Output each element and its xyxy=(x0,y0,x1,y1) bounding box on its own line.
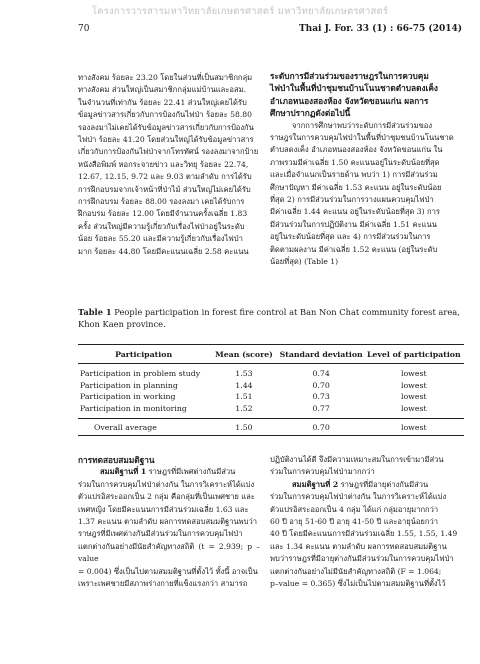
col-header-participation: Participation xyxy=(78,345,209,364)
title-line: ไฟป่าในพื้นที่ป่าชุมชนบ้านโนนชาดตำบลดงเค็ง xyxy=(270,83,438,94)
text-line: 40 ปี โดยมีคะแนนการมีส่วนร่วมเฉลี่ย 1.55, 1.55, 1.49 xyxy=(270,529,458,539)
text-line: 60 ปี อายุ 51-60 ปี อายุ 41-50 ปี และอายุน้อยกว่า xyxy=(270,517,438,527)
participation-table xyxy=(78,344,464,436)
table-row xyxy=(78,403,464,415)
table-cell: 1.52 xyxy=(235,404,253,414)
text-line: ทางสังคม ส่วนใหญ่เป็นสมาชิกกลุ่มแม่บ้านและอสม. xyxy=(78,85,247,95)
text-line: ภาพรวมมีค่าเฉลี่ย 1.50 คะแนนอยู่ในระดับน้อยที่สุด xyxy=(270,157,440,167)
table-caption-text: People participation in forest fire control at Ban Non Chat community forest area, Khon Kaen province. xyxy=(78,307,460,330)
table-cell: Participation in planning xyxy=(80,380,178,390)
watermark: โครงการวารสารมหาวิทยาลัยเกษตรศาสตร์ มหาวิทยาลัยเกษตรศาสตร์ xyxy=(91,6,389,17)
text-line: จากการศึกษาพบว่าระดับการมีส่วนร่วมของ xyxy=(292,120,433,130)
table-cell: Participation in problem study xyxy=(80,368,201,378)
hypothesis-2-text xyxy=(270,479,462,591)
table-row xyxy=(78,391,464,403)
table-label: Table 1 xyxy=(78,307,112,317)
section-body xyxy=(270,120,462,269)
left-column-text xyxy=(78,72,260,258)
text-line: ศึกษาปัญหา มีค่าเฉลี่ย 1.53 คะแนน อยู่ในระดับน้อย xyxy=(270,182,442,192)
text-line: มีส่วนร่วมในการปฏิบัติงาน มีค่าเฉลี่ย 1.51 คะแนน xyxy=(270,219,437,229)
text-line: แตกต่างกันอย่างไม่มีนัยสำคัญทางสถิติ (F = 1.064; xyxy=(270,566,442,576)
text-line: มาก ร้อยละ 44.80 โดยมีคะแนนเฉลี่ย 2.58 คะแนน xyxy=(78,246,249,256)
text-line: มีค่าเฉลี่ย 1.44 คะแนน อยู่ในระดับน้อยที่สุด 3) การ xyxy=(270,207,440,217)
text-line: และเมื่อจำแนกเป็นรายด้าน พบว่า 1) การมีส่วนร่วม xyxy=(270,170,438,180)
text-line: ร่วมในการควบคุมไฟป่ามากกว่า xyxy=(270,467,375,477)
table-cell: Participation in working xyxy=(80,392,176,402)
title-line: ศึกษาปรากฏดังต่อไปนี้ xyxy=(270,108,351,119)
table-cell: 1.51 xyxy=(235,392,253,402)
text-line: น้อย ร้อยละ 55.20 และมีความรู้เกี่ยวกับเรื่องไฟป่า xyxy=(78,234,243,244)
table-cell: 1.50 xyxy=(209,419,278,436)
text-line: ปฏิบัติงานได้ดี จึงมีความเหมาะสมในการเข้ามามีส่วน xyxy=(270,455,444,464)
text-line: 1.37 คะแนน ตามลำดับ ผลการทดสอบสมมติฐานพบว่า xyxy=(78,517,258,527)
table-cell: Overall average xyxy=(78,419,209,436)
text-line: ราษฎรในการควบคุมไฟป่าในพื้นที่ป่าชุมชนบ้านโนนชาด xyxy=(270,133,454,143)
text-line: อยู่ในระดับน้อยที่สุด และ 4) การมีส่วนร่วมในการ xyxy=(270,232,431,242)
text-line: ครั้ง ส่วนใหญ่มีความรู้เกี่ยวกับเรื่องไฟป่าอยู่ในระดับ xyxy=(78,221,245,231)
table-cell: lowest xyxy=(400,380,427,390)
hypothesis-label: สมมติฐานที่ 1 xyxy=(100,467,147,477)
right-column-section xyxy=(270,70,462,269)
text-line xyxy=(78,466,260,478)
title-line: อำเภอหนองสองห้อง จังหวัดขอนแก่น ผลการ xyxy=(270,95,429,106)
table-cell: lowest xyxy=(364,419,464,436)
text-line: หนังสือพิมพ์ หอกระจายข่าว และวิทยุ ร้อยละ 22.74, xyxy=(78,159,249,169)
text-line: ร่วมในการควบคุมไฟป่าต่างกัน ในการวิเคราะห์ได้แบ่ง xyxy=(270,492,447,502)
table-cell: 0.70 xyxy=(279,419,364,436)
table-cell: 1.44 xyxy=(235,380,253,390)
table-row xyxy=(78,368,464,380)
table-cell: 1.53 xyxy=(235,368,253,378)
text-line: ตัวแปรอิสระออกเป็น 4 กลุ่ม ได้แก่ กลุ่มอายุมากกว่า xyxy=(270,504,439,514)
table-cell: lowest xyxy=(400,392,427,402)
title-line: ระดับการมีส่วนร่วมของราษฎรในการควบคุม xyxy=(270,71,429,81)
text-line: รองลงมาไม่เคยได้รับข้อมูลข่าวสารเกี่ยวกับการป้องกัน xyxy=(78,122,254,132)
table-cell: 0.74 xyxy=(312,368,330,378)
table-overall-row xyxy=(78,419,464,436)
text-line: ฝึกอบรม ร้อยละ 12.00 โดยมีจำนวนครั้งเฉลี่ย 1.83 xyxy=(78,209,248,219)
col-header-level: Level of participation xyxy=(364,345,464,364)
page-number: 70 xyxy=(78,24,90,34)
table-cell: lowest xyxy=(400,368,427,378)
text-line: ที่สุด 2) การมีส่วนร่วมในการวางแผนควบคุมไฟป่า xyxy=(270,195,434,205)
text-line: ทางสังคม ร้อยละ 23.20 โดยในส่วนที่เป็นสมาชิกกลุ่ม xyxy=(78,73,253,82)
table-cell: 0.77 xyxy=(312,404,330,414)
text-line: ตำบลดงเค็ง อำเภอหนองสองห้อง จังหวัดขอนแก่น ใน xyxy=(270,145,443,155)
table-cell: Participation in monitoring xyxy=(80,404,187,414)
col-header-mean: Mean (score) xyxy=(209,345,278,364)
hypothesis-label: สมมติฐานที่ 2 xyxy=(292,479,339,489)
table-cell: lowest xyxy=(400,404,427,414)
text-line: แตกต่างกันอย่างมีนัยสำคัญทางสถิติ (t = 2.939; p –value xyxy=(78,541,260,564)
text-line: และ 1.34 คะแนน ตามลำดับ ผลการทดสอบสมมติฐาน xyxy=(270,541,447,551)
text-line: ร่วมในการควบคุมไฟป่าต่างกัน ในการวิเคราะห์ได้แบ่ง xyxy=(78,479,255,489)
text-line: เพราะเพศชายมีสภาพร่างกายที่แข็งแรงกว่า สามารถ xyxy=(78,579,248,589)
hypothesis-1-continued xyxy=(270,454,462,479)
table-row xyxy=(78,379,464,391)
text-line: = 0.004) ซึ่งเป็นไปตามสมมติฐานที่ตั้งไว้ ทั้งนี้ อาจเป็น xyxy=(78,566,258,576)
running-header xyxy=(78,24,462,38)
text-fragment: ราษฎรที่มีเพศต่างกันมีส่วน xyxy=(146,467,236,477)
text-line xyxy=(270,479,462,491)
text-line: ราษฎรที่มีเพศต่างกันมีส่วนร่วมในการควบคุมไฟป่า xyxy=(78,529,243,539)
text-line: ข้อมูลข่าวสารเกี่ยวกับการป้องกันไฟป่า ร้อยละ 58.80 xyxy=(78,110,252,120)
text-line: 12.67, 12.15, 9.72 และ 9.03 ตามลำดับ การได้รับ xyxy=(78,172,252,182)
hypothesis-section xyxy=(78,454,260,590)
text-line: การฝึกอบรม ร้อยละ 88.00 รองลงมา เคยได้รับการ xyxy=(78,197,245,207)
table-cell: 0.73 xyxy=(312,392,330,402)
text-line: p–value = 0.365) ซึ่งไม่เป็นไปตามสมมติฐานที่ตั้งไว้ xyxy=(270,579,446,589)
text-line: การฝึกอบรมจากเจ้าหน้าที่ป่าไม้ ส่วนใหญ่ไม่เคยได้รับ xyxy=(78,184,251,194)
text-fragment: ราษฎรที่มีอายุต่างกันมีส่วน xyxy=(338,479,429,489)
col-header-sd: Standard deviation xyxy=(279,345,364,364)
text-line: เพศหญิง โดยมีคะแนนการมีส่วนร่วมเฉลี่ย 1.63 และ xyxy=(78,504,249,514)
text-line: น้อยที่สุด) (Table 1) xyxy=(270,257,339,267)
table-cell: 0.70 xyxy=(312,380,330,390)
hypothesis-heading: การทดสอบสมมติฐาน xyxy=(78,455,155,465)
text-line: ตัวแปรอิสระออกเป็น 2 กลุ่ม คือกลุ่มที่เป็นเพศชาย และ xyxy=(78,492,255,502)
table-header-row xyxy=(78,345,464,364)
hypothesis-2-column xyxy=(270,454,462,590)
journal-citation: Thai J. For. 33 (1) : 66-75 (2014) xyxy=(298,24,462,34)
table-caption xyxy=(78,306,468,330)
text-line: ติดตามผลงาน มีค่าเฉลี่ย 1.52 คะแนน (อยู่ในระดับ xyxy=(270,244,438,254)
text-line: พบว่าราษฎรที่มีอายุต่างกันมีส่วนร่วมในการควบคุมไฟป่า xyxy=(270,554,454,564)
text-line: ในจำนวนที่เท่ากัน ร้อยละ 22.41 ส่วนใหญ่เคยได้รับ xyxy=(78,97,247,107)
text-line: เกี่ยวกับการป้องกันไฟป่าจากโทรทัศน์ รองลงมาจากป้าย xyxy=(78,147,259,157)
text-line: ไฟป่า ร้อยละ 41.20 โดยส่วนใหญ่ได้รับข้อมูลข่าวสาร xyxy=(78,135,254,145)
section-title xyxy=(270,70,462,120)
hypothesis-1-text xyxy=(78,466,260,590)
